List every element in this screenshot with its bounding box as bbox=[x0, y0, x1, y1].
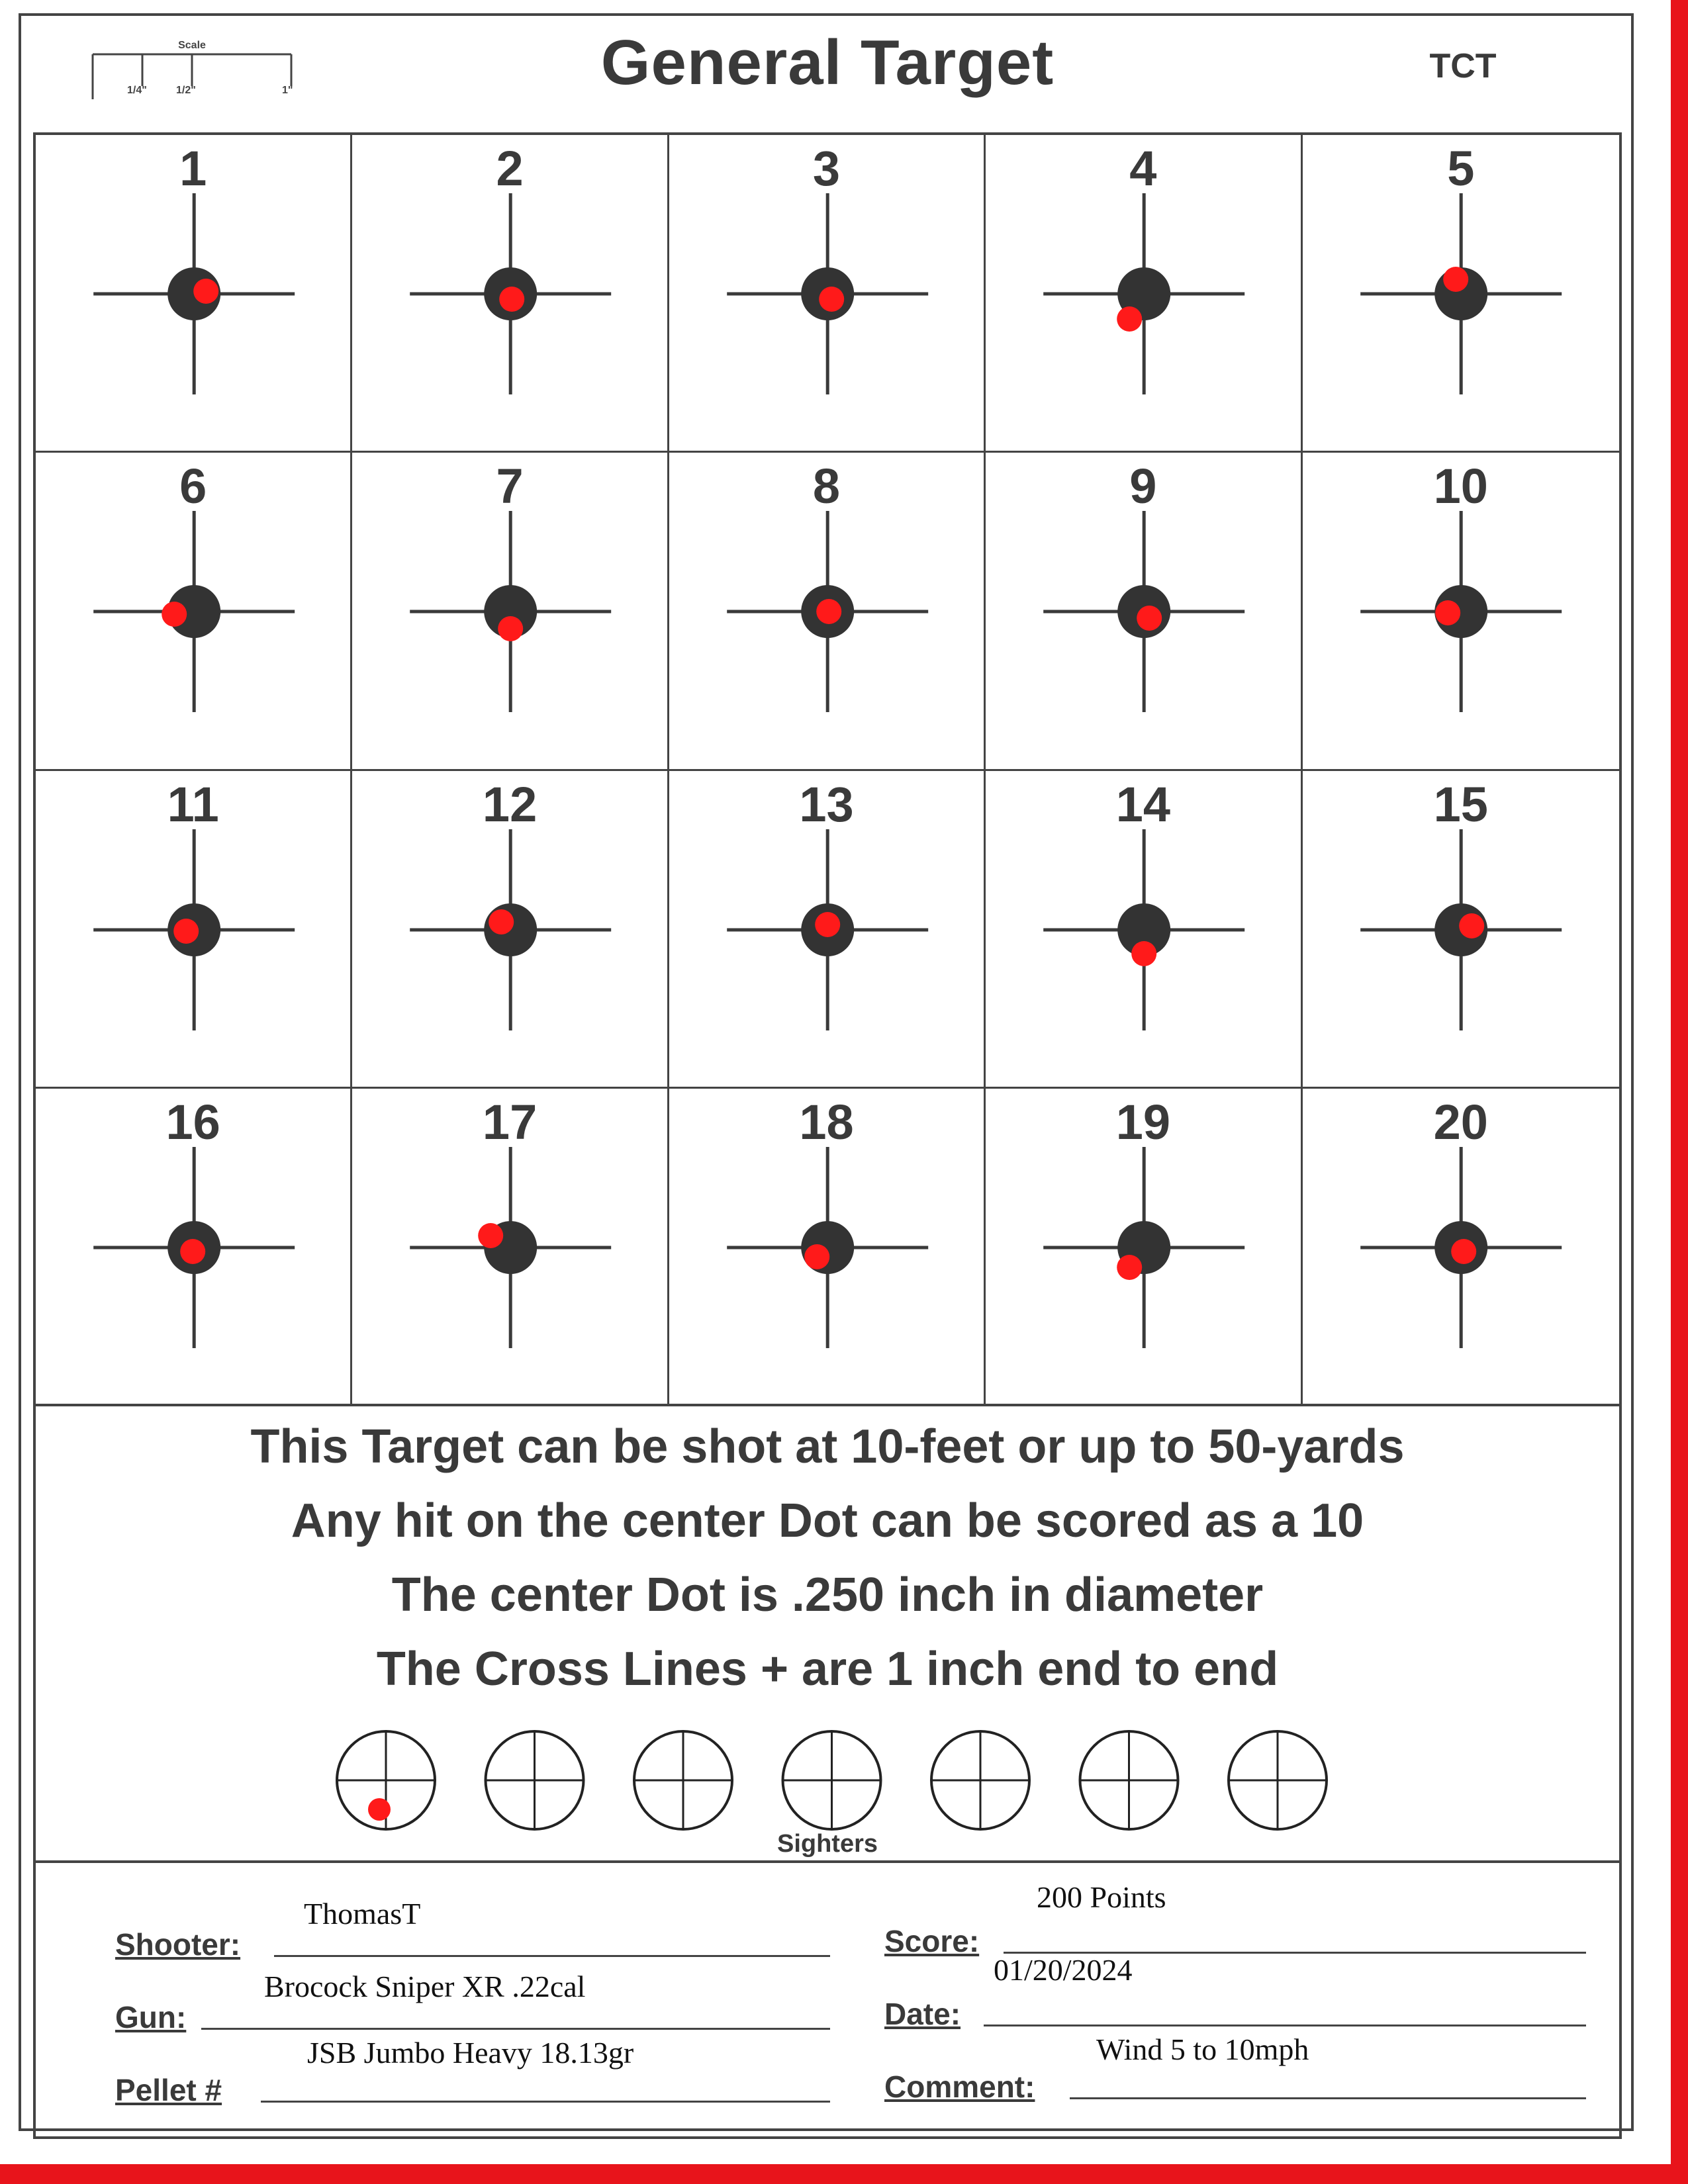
pellet-hit bbox=[1451, 1239, 1476, 1264]
pellet-hit bbox=[489, 909, 514, 934]
crosshair-target bbox=[986, 1089, 1302, 1406]
crosshair-target bbox=[36, 135, 352, 453]
crosshair-target bbox=[1303, 135, 1619, 453]
target-number: 14 bbox=[1115, 776, 1171, 832]
pellet-underline bbox=[261, 2101, 830, 2103]
target-number: 18 bbox=[799, 1094, 854, 1150]
pellet-hit bbox=[819, 287, 844, 312]
info-line-1: This Target can be shot at 10-feet or up to 50-yards bbox=[250, 1420, 1405, 1473]
target-cell-6 bbox=[36, 453, 352, 770]
crosshair-target bbox=[352, 1089, 669, 1406]
scale-title: Scale bbox=[178, 40, 206, 51]
target-cell-15 bbox=[1303, 771, 1619, 1089]
target-number: 1 bbox=[179, 141, 207, 196]
target-cell-4 bbox=[986, 135, 1302, 453]
sighters-label: Sighters bbox=[776, 1830, 878, 1858]
scale-mark-half: 1/2" bbox=[176, 85, 196, 96]
target-cell-7 bbox=[352, 453, 669, 770]
pellet-hit bbox=[1131, 941, 1156, 966]
target-cell-3 bbox=[669, 135, 986, 453]
shooter-underline bbox=[274, 1955, 830, 1957]
comment-value: Wind 5 to 10mph bbox=[1096, 2032, 1309, 2066]
target-number: 8 bbox=[812, 459, 841, 514]
crosshair-target bbox=[669, 135, 986, 453]
pellet-hit bbox=[1459, 913, 1484, 938]
pellet-field[interactable] bbox=[115, 2036, 830, 2108]
target-cell-8 bbox=[669, 453, 986, 770]
pellet-hit bbox=[1137, 606, 1162, 631]
target-number: 19 bbox=[1115, 1094, 1171, 1150]
pellet-label: Pellet # bbox=[115, 2073, 222, 2107]
target-number: 10 bbox=[1433, 459, 1488, 514]
sighter-target bbox=[337, 1731, 435, 1829]
crosshair-target bbox=[352, 135, 669, 453]
crosshair-target bbox=[1303, 771, 1619, 1089]
shooter-value: ThomasT bbox=[304, 1897, 421, 1931]
crosshair-target bbox=[986, 453, 1302, 770]
crosshair-target bbox=[1303, 1089, 1619, 1406]
crosshair-target bbox=[36, 453, 352, 770]
scale-ruler bbox=[86, 40, 305, 99]
score-value: 200 Points bbox=[1037, 1880, 1166, 1914]
pellet-hit bbox=[500, 287, 525, 312]
score-label: Score: bbox=[884, 1924, 980, 1958]
pellet-hit bbox=[498, 616, 524, 641]
crosshair-target bbox=[352, 453, 669, 770]
target-cell-20 bbox=[1303, 1089, 1619, 1406]
info-line-3: The center Dot is .250 inch in diameter bbox=[391, 1569, 1264, 1621]
gun-value: Brocock Sniper XR .22cal bbox=[264, 1970, 586, 2003]
target-number: 2 bbox=[496, 141, 524, 196]
crosshair-target bbox=[986, 771, 1302, 1089]
sighter-target bbox=[931, 1731, 1029, 1829]
pellet-hit bbox=[479, 1223, 504, 1248]
sighter-target bbox=[1080, 1731, 1178, 1829]
target-cell-17 bbox=[352, 1089, 669, 1406]
pellet-hit bbox=[193, 279, 218, 304]
target-number: 5 bbox=[1447, 141, 1475, 196]
pellet-hit bbox=[173, 919, 199, 944]
target-cell-16 bbox=[36, 1089, 352, 1406]
target-number: 3 bbox=[812, 141, 841, 196]
target-number: 11 bbox=[167, 776, 219, 832]
target-number: 4 bbox=[1129, 141, 1157, 196]
date-value: 01/20/2024 bbox=[994, 1953, 1133, 1987]
sighter-hit bbox=[368, 1798, 391, 1821]
pellet-hit bbox=[180, 1239, 205, 1264]
target-cell-19 bbox=[986, 1089, 1302, 1406]
pellet-hit bbox=[816, 599, 841, 624]
target-cell-18 bbox=[669, 1089, 986, 1406]
target-number: 9 bbox=[1129, 459, 1157, 514]
gun-label: Gun: bbox=[115, 2000, 187, 2034]
corner-code: TCT bbox=[1429, 47, 1497, 85]
pellet-hit bbox=[1443, 267, 1468, 292]
gun-field[interactable] bbox=[115, 1970, 830, 2035]
shooter-field[interactable] bbox=[115, 1897, 830, 1962]
crosshair-target bbox=[1303, 453, 1619, 770]
target-number: 15 bbox=[1433, 776, 1488, 832]
date-field[interactable] bbox=[884, 1953, 1586, 2032]
target-cell-5 bbox=[1303, 135, 1619, 453]
date-underline bbox=[984, 2025, 1586, 2026]
pellet-hit bbox=[1117, 306, 1142, 332]
comment-underline bbox=[1070, 2097, 1586, 2099]
target-number: 13 bbox=[799, 776, 854, 832]
target-number: 16 bbox=[165, 1094, 220, 1150]
sighter-target bbox=[783, 1731, 881, 1829]
pellet-hit bbox=[1117, 1255, 1142, 1280]
info-line-4: The Cross Lines + are 1 inch end to end bbox=[376, 1643, 1279, 1696]
target-grid bbox=[33, 132, 1622, 1406]
comment-label: Comment: bbox=[884, 2070, 1035, 2104]
crosshair-target bbox=[669, 1089, 986, 1406]
target-cell-9 bbox=[986, 453, 1302, 770]
pellet-hit bbox=[815, 912, 840, 937]
target-number: 6 bbox=[179, 459, 207, 514]
crosshair-target bbox=[669, 453, 986, 770]
pellet-hit bbox=[1435, 600, 1460, 625]
crosshair-target bbox=[36, 1089, 352, 1406]
crosshair-target bbox=[669, 771, 986, 1089]
sighter-target bbox=[634, 1731, 732, 1829]
info-line-2: Any hit on the center Dot can be scored as a 10 bbox=[291, 1494, 1364, 1547]
pellet-hit bbox=[804, 1244, 829, 1269]
pellet-hit bbox=[162, 602, 187, 627]
crosshair-target bbox=[986, 135, 1302, 453]
page-title: General Target bbox=[600, 27, 1055, 98]
target-cell-10 bbox=[1303, 453, 1619, 770]
target-cell-2 bbox=[352, 135, 669, 453]
sighter-target bbox=[486, 1731, 584, 1829]
crosshair-target bbox=[36, 771, 352, 1089]
sighter-target bbox=[1229, 1731, 1327, 1829]
pellet-value: JSB Jumbo Heavy 18.13gr bbox=[307, 2036, 634, 2070]
red-border-right bbox=[1671, 0, 1688, 2184]
crosshair-target bbox=[352, 771, 669, 1089]
target-number: 12 bbox=[482, 776, 538, 832]
target-cell-1 bbox=[36, 135, 352, 453]
red-border-bottom bbox=[0, 2164, 1688, 2184]
target-cell-14 bbox=[986, 771, 1302, 1089]
target-cell-12 bbox=[352, 771, 669, 1089]
target-number: 7 bbox=[496, 459, 524, 514]
scale-mark-inch: 1" bbox=[282, 85, 293, 96]
target-number: 17 bbox=[482, 1094, 538, 1150]
scale-mark-quarter: 1/4" bbox=[127, 85, 147, 96]
score-field[interactable] bbox=[884, 1880, 1586, 1959]
target-cell-11 bbox=[36, 771, 352, 1089]
comment-field[interactable] bbox=[884, 2032, 1586, 2105]
target-cell-13 bbox=[669, 771, 986, 1089]
shooter-label: Shooter: bbox=[115, 1927, 241, 1962]
date-label: Date: bbox=[884, 1997, 961, 2031]
target-number: 20 bbox=[1433, 1094, 1488, 1150]
gun-underline bbox=[201, 2028, 830, 2030]
score-form bbox=[33, 1861, 1622, 2139]
